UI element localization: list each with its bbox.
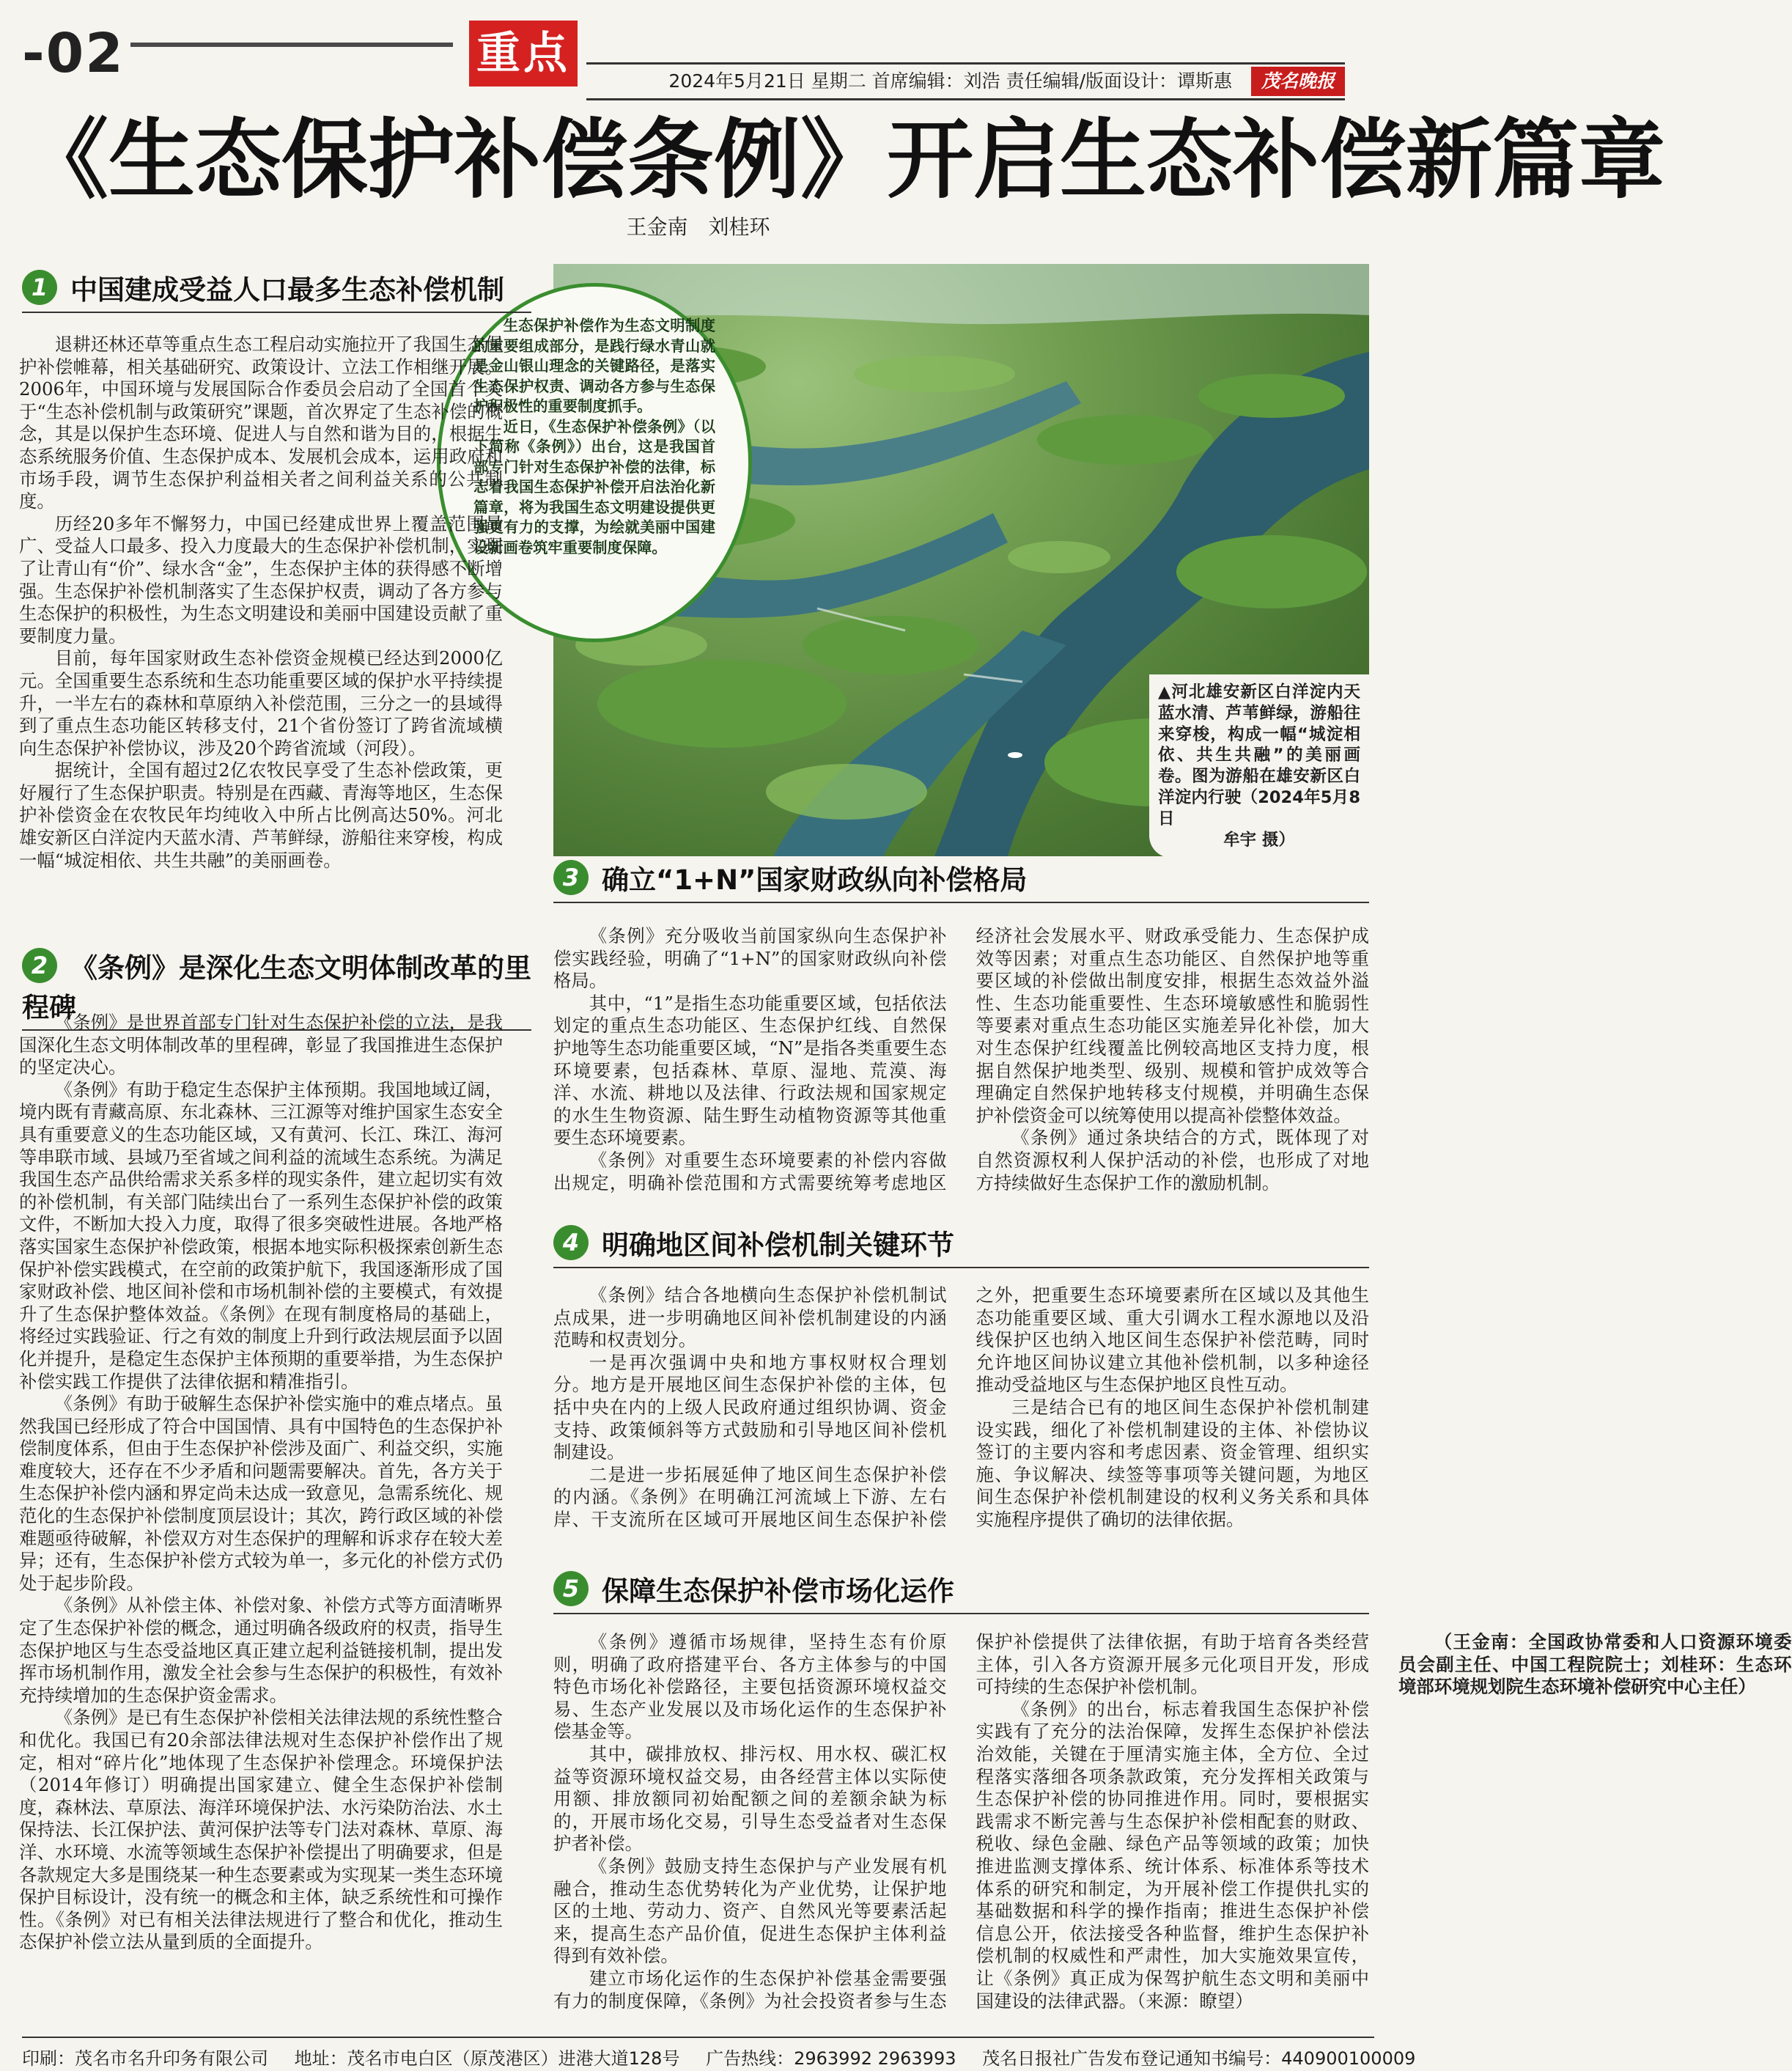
s5-para: 《条例》遵循市场规律，坚持生态有价原则，明确了政府搭建平台、各方主体参与的中国特色市场化补偿路径，主要包括资源环境权益交易、生态产业发展以及市场化运作的生态保护补偿基金等。 (553, 1631, 947, 1743)
section-4-title: 明确地区间补偿机制关键环节 (602, 1229, 954, 1261)
s1-para: 据统计，全国有超过2亿农牧民享受了生态补偿政策，更好履行了生态保护职责。特别是在西藏、青海等地区，生态保护补偿资金在农牧民年均纯收入中所占比例高达50%。河北雄安新区白洋淀内天蓝水清、芦苇鲜绿，游船往来穿梭，构成一幅“城淀相依、共生共融”的美丽画卷。 (19, 759, 503, 871)
article-title: 《生态保护补偿条例》开启生态补偿新篇章 (22, 109, 1666, 210)
s5-para: 建立市场化运作的生态保护补偿基金需要强有力的制度保障，《条例》为社会投资者参与生态保护补偿提供了法律依据，有助于培育各类经营主体，引入各方资源开展多元化项目开发，形成可持续的生态保护补偿机制。 (553, 1631, 1369, 2012)
s5-para: 《条例》的出台，标志着我国生态保护补偿实践有了充分的法治保障，发挥生态保护补偿法治效能，关键在于厘清实施主体，全方位、全过程落实落细各项条款政策，充分发挥相关政策与生态保护补偿的协同推进作用。同时，要根据实践需求不断完善与生态保护补偿相配套的财政、税收、绿色金融、绿色产品等领域的政策；加快推进监测支撑体系、统计体系、标准体系等技术体系的研究和制定，为开展补偿工作提供扎实的基础数据和科学的操作指南；推进生态保护补偿信息公开，依法接受各种监督，维护生态保护补偿机制的权威性和严肃性，加大实施效果宣传，让《条例》真正成为保驾护航生态文明和美丽中国建设的法律武器。（来源：瞭望） (976, 1698, 1369, 2012)
footer-printer: 印刷：茂名市名升印务有限公司 (22, 2048, 268, 2069)
paper-logo: 茂名晚报 (1251, 67, 1345, 96)
s2-para: 《条例》有助于破解生态保护补偿实施中的难点堵点。虽然我国已经形成了符合中国国情、具有中国特色的生态保护补偿制度体系，但由于生态保护补偿涉及面广、利益交织，实施难度较大，还存在不少矛盾和问题需要解决。首先，各方关于生态保护补偿内涵和界定尚未达成一致意见，急需系统化、规范化的生态保护补偿制度顶层设计；其次，跨行政区域的补偿难题亟待破解，补偿双方对生态保护的理解和诉求存在较大差异；还有，生态保护补偿方式较为单一，多元化的补偿方式仍处于起步阶段。 (19, 1393, 503, 1594)
s2-para: 《条例》从补偿主体、补偿对象、补偿方式等方面清晰界定了生态保护补偿的概念，通过明确各级政府的权责，指导生态保护地区与生态受益地区真正建立起利益链接机制，提出发挥市场机制作用，激发全社会参与生态保护的积极性，有效补充持续增加的生态保护资金需求。 (19, 1594, 503, 1706)
section-1-body (19, 334, 503, 920)
section-5-number: 5 (553, 1571, 589, 1606)
section-5-title: 保障生态保护补偿市场化运作 (602, 1575, 954, 1607)
s3-para: 《条例》对重要生态环境要素的补偿内容做出规定，明确补偿范围和方式需要统筹考虑地区经济社会发展水平、财政承受能力、生态保护成效等因素；对重点生态功能区、自然保护地等重要区域的补偿做出制度安排，根据生态效益外溢性、生态功能重要性、生态环境敏感性和脆弱性等要素对重点生态功能区实施差异化补偿，加大对生态保护红线覆盖比例较高地区支持力度，根据自然保护地类型、级别、规模和管护成效等合理确定自然保护地转移支付规模，并明确生态保护补偿资金可以统筹使用以提高补偿整体效益。 (553, 925, 1369, 1193)
header-rule (130, 43, 453, 47)
section-3-body (553, 925, 1369, 1218)
section-2-number: 2 (22, 948, 57, 983)
s3-para: 《条例》通过条块结合的方式，既体现了对自然资源权利人保护活动的补偿，也形成了对地方持续做好生态保护工作的激励机制。 (976, 1127, 1369, 1193)
s5-para: 其中，碳排放权、排污权、用水权、碳汇权益等资源环境权益交易，由各经营主体以实际使用额、排放额同初始配额之间的差额余缺为标的，开展市场化交易，引导生态受益者对生态保护者补偿。 (553, 1743, 947, 1855)
section-3-title: 确立“1+N”国家财政纵向补偿格局 (602, 864, 1028, 896)
section-3-heading (553, 858, 1369, 897)
section-1-rule (22, 312, 531, 313)
section-4-heading (553, 1223, 1369, 1262)
callout-para-2: 近日，《生态保护补偿条例》（以下简称《条例》）出台，这是我国首部专门针对生态保护补偿的法律，标志着我国生态保护补偿开启法治化新篇章，将为我国生态文明建设提供更强更有力的支撑，为绘就美丽中国建设新画卷筑牢重要制度保障。 (473, 417, 715, 556)
section-1-number: 1 (22, 270, 57, 305)
s1-para: 退耕还林还草等重点生态工程启动实施拉开了我国生态保护补偿帷幕，相关基础研究、政策设计、立法工作相继开展。2006年，中国环境与发展国际合作委员会启动了全国首个关于“生态补偿机制与政策研究”课题，首次界定了生态补偿的概念，其是以保护生态环境、促进人与自然和谐为目的，根据生态系统服务价值、生态保护成本、发展机会成本，运用政府和市场手段，调节生态保护利益相关者之间利益关系的公共制度。 (19, 334, 503, 512)
s2-para: 《条例》有助于稳定生态保护主体预期。我国地域辽阔，境内既有青藏高原、东北森林、三江源等对维护国家生态安全具有重要意义的生态功能区域，又有黄河、长江、珠江、海河等串联市域、县域乃至省域之间利益的流域生态系统。为满足我国生态产品供给需求关系多样的现实条件，建立起切实有效的补偿机制，有关部门陆续出台了一系列生态保护补偿的政策文件，不断加大投入力度，取得了很多突破性进展。各地严格落实国家生态保护补偿政策，根据本地实际积极探索创新生态保护补偿实践模式，在空前的政策护航下，我国逐渐形成了国家财政补偿、地区间补偿和市场机制补偿的主要模式，有效提升了生态保护整体效益。《条例》在现有制度格局的基础上，将经过实践验证、行之有效的制度上升到行政法规层面予以固化并提升，是稳定生态保护主体预期的重要举措，为生态保护补偿实践工作提供了法律依据和精准指引。 (19, 1078, 503, 1392)
section-keyword-badge: 重点 (469, 21, 578, 87)
footer-license: 茂名日报社广告发布登记通知书编号：440900100009 (982, 2048, 1416, 2069)
s3-para: 其中，“1”是指生态功能重要区域，包括依法划定的重点生态功能区、生态保护红线、自然保护地等生态功能重要区域，“N”是指各类重要生态环境要素，包括森林、草原、湿地、荒漠、海洋、水流、耕地以及法律、行政法规和国家规定的水生生物资源、陆生野生动植物资源等其他重要生态环境要素。 (553, 992, 947, 1149)
footer-address: 地址：茂名市电白区（原茂港区）进港大道128号 (294, 2048, 680, 2069)
section-3-rule (553, 902, 1369, 903)
section-3-number: 3 (553, 860, 589, 895)
footer-ad-hotline: 广告热线：2963992 2963993 (706, 2048, 956, 2069)
photo-caption-text: ▲河北雄安新区白洋淀内天蓝水清、芦苇鲜绿，游船往来穿梭，构成一幅“城淀相依、共生共融”的美丽画卷。图为游船在雄安新区白洋淀内行驶（2024年5月8日 (1158, 683, 1360, 828)
section-2-title: 《条例》是深化生态文明体制改革的里程碑 (22, 952, 531, 1023)
section-5-body (553, 1631, 1792, 2031)
s5-para: 《条例》鼓励支持生态保护与产业发展有机融合，推动生态优势转化为产业优势，让保护地区的土地、劳动力、资产、自然风光等要素活起来，提高生态产品价值，促进生态保护主体利益得到有效补偿。 (553, 1855, 947, 1967)
section-4-rule (553, 1267, 1369, 1268)
section-1-title: 中国建成受益人口最多生态补偿机制 (70, 274, 504, 306)
page-number: -02 (22, 22, 125, 85)
section-2-body (19, 1012, 503, 2023)
issue-meta (586, 62, 1345, 100)
s2-para: 《条例》是已有生态保护补偿相关法律法规的系统性整合和优化。我国已有20余部法律法规对生态保护补偿作出了规定，相对“碎片化”地体现了生态保护补偿理念。环境保护法（2014年修订）明确提出国家建立、健全生态保护补偿制度，森林法、草原法、海洋环境保护法、水污染防治法、水土保持法、长江保护法、黄河保护法等专门法对森林、草原、海洋、水环境、水流等领域生态保护补偿提出了明确要求，但是各款规定大多是围绕某一种生态要素或为实现某一类生态环境保护目标设计，没有统一的概念和主体，缺乏系统性和可操作性。《条例》对已有相关法律法规进行了整合和优化，推动生态保护补偿立法从量到质的全面提升。 (19, 1707, 503, 1953)
s1-para: 历经20多年不懈努力，中国已经建成世界上覆盖范围最广、受益人口最多、投入力度最大的生态保护补偿机制，实现了让青山有“价”、绿水含“金”，生态保护主体的获得感不断增强。生态保护补偿机制落实了生态保护权责，调动了各方参与生态保护的积极性，为生态文明建设和美丽中国建设贡献了重要制度力量。 (19, 512, 503, 647)
s4-para: 《条例》结合各地横向生态保护补偿机制试点成果，进一步明确地区间补偿机制建设的内涵范畴和权责划分。 (553, 1284, 947, 1351)
section-4-body (553, 1284, 1369, 1563)
callout-para-1: 生态保护补偿作为生态文明制度的重要组成部分，是践行绿水青山就是金山银山理念的关键路径，是落实生态保护权责、调动各方参与生态保护积极性的重要制度抓手。 (473, 317, 715, 415)
s2-para: 《条例》是世界首部专门针对生态保护补偿的立法，是我国深化生态文明体制改革的里程碑，彰显了我国推进生态保护的坚定决心。 (19, 1012, 503, 1078)
s4-para: 二是进一步拓展延伸了地区间生态保护补偿的内涵。《条例》在明确江河流域上下游、左右岸、干支流所在区域可开展地区间生态保护补偿之外，把重要生态环境要素所在区域以及其他生态功能重要区域、重大引调水工程水源地以及沿线保护区也纳入地区间生态保护补偿范畴，同时允许地区间协议建立其他补偿机制，以多种途径推动受益地区与生态保护地区良性互动。 (553, 1284, 1369, 1530)
section-1-heading (22, 268, 531, 307)
page-footer (22, 2037, 1416, 2070)
s1-para: 目前，每年国家财政生态补偿资金规模已经达到2000亿元。全国重要生态系统和生态功能重要区域的保护水平持续提升，一半左右的森林和草原纳入补偿范围，三分之一的县域得到了重点生态功能区转移支付，21个省份签订了跨省流域横向生态保护补偿协议，涉及20个跨省流域（河段）。 (19, 647, 503, 759)
section-5-rule (553, 1613, 1369, 1614)
section-5-heading (553, 1569, 1369, 1608)
s4-para: 三是结合已有的地区间生态保护补偿机制建设实践，细化了补偿机制建设的主体、补偿协议签订的主要内容和考虑因素、资金管理、组织实施、争议解决、续签等事项等关键问题，为地区间生态保护补偿机制建设的权利义务关系和具体实施程序提供了确切的法律依据。 (976, 1396, 1369, 1530)
issue-meta-text: 2024年5月21日 星期二 首席编辑：刘浩 责任编辑/版面设计：谭斯惠 (668, 70, 1233, 92)
author-bio: （王金南：全国政协常委和人口资源环境委员会副主任、中国工程院院士；刘桂环：生态环境部环境规划院生态环境补偿研究中心主任） (1398, 1631, 1792, 1698)
photo-credit: 牟宇 摄） (1223, 830, 1295, 850)
s4-para: 一是再次强调中央和地方事权财权合理划分。地方是开展地区间生态保护补偿的主体，包括中央在内的上级人民政府通过组织协调、资金支持、政策倾斜等方式鼓励和引导地区间补偿机制建设。 (553, 1351, 947, 1463)
s3-para: 《条例》充分吸收当前国家纵向生态保护补偿实践经验，明确了“1+N”的国家财政纵向补偿格局。 (553, 925, 947, 992)
article-byline: 王金南 刘桂环 (626, 215, 770, 239)
photo-caption (1149, 674, 1369, 858)
section-4-number: 4 (553, 1225, 589, 1260)
